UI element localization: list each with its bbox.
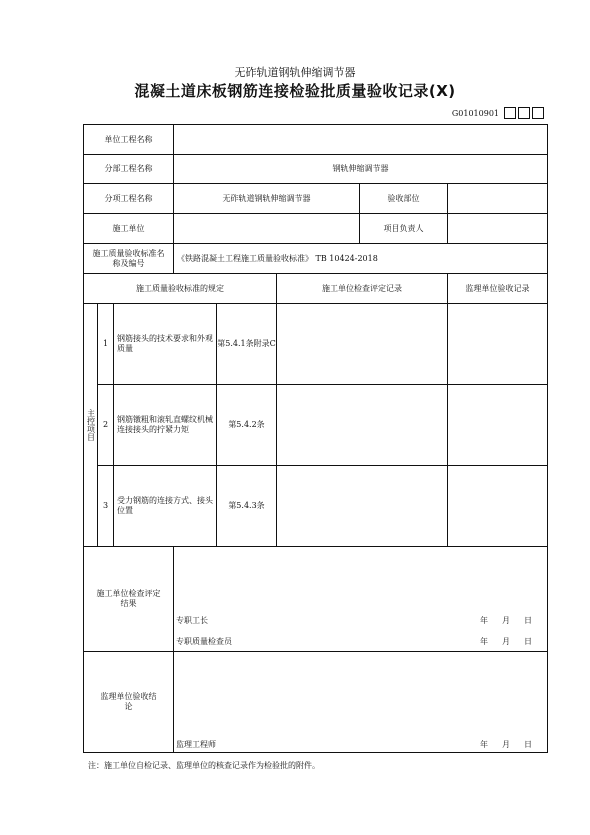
acceptance-record-table [83, 124, 548, 753]
item-number: 2 [98, 385, 114, 466]
form-code [452, 107, 544, 119]
item-clause: 第5.4.2条 [217, 385, 277, 466]
division-value[interactable]: 钢轨伸缩调节器 [174, 155, 547, 184]
item-construction-record[interactable] [277, 304, 448, 385]
engineer-label: 监理工程师 [176, 740, 216, 749]
standard-label: 施工质量验收标准名称及编号 [84, 244, 174, 274]
item-requirement: 受力钢筋的连接方式、接头位置 [114, 466, 217, 547]
division-label: 分部工程名称 [84, 155, 174, 184]
foreman-date [480, 615, 532, 626]
project-manager-value[interactable] [448, 214, 547, 244]
code-box-1[interactable] [504, 107, 516, 119]
item-requirement: 钢筋接头的技术要求和外观质量 [114, 304, 217, 385]
construction-result-label: 施工单位检查评定结果 [84, 547, 174, 652]
engineer-date [480, 739, 532, 750]
construction-unit-label: 施工单位 [84, 214, 174, 244]
form-subtitle: 无砟轨道钢轨伸缩调节器 [234, 66, 356, 79]
month-label: 月 [502, 740, 510, 749]
year-label: 年 [480, 740, 488, 749]
main-items-group-text: 主控项目 [86, 409, 96, 441]
supervision-result-label: 监理单位验收结论 [84, 652, 174, 752]
item-supervision-record[interactable] [448, 385, 547, 466]
subdivision-value[interactable]: 无砟轨道钢轨伸缩调节器 [174, 184, 360, 214]
construction-record-header: 施工单位检查评定记录 [277, 274, 448, 304]
acceptance-part-value[interactable] [448, 184, 547, 214]
year-label: 年 [480, 616, 488, 625]
standard-value: 《铁路混凝土工程施工质量验收标准》 TB 10424-2018 [174, 244, 547, 274]
item-supervision-record[interactable] [448, 304, 547, 385]
item-construction-record[interactable] [277, 385, 448, 466]
item-number: 3 [98, 466, 114, 547]
code-box-2[interactable] [518, 107, 530, 119]
supervision-result-area[interactable] [174, 652, 547, 752]
subdivision-label: 分项工程名称 [84, 184, 174, 214]
supervision-record-header: 监理单位验收记录 [448, 274, 547, 304]
unit-project-label: 单位工程名称 [84, 125, 174, 155]
month-label: 月 [502, 637, 510, 646]
item-clause: 第5.4.1条附录C [217, 304, 277, 385]
code-box-3[interactable] [532, 107, 544, 119]
form-title: 混凝土道床板钢筋连接检验批质量验收记录(Ⅹ) [134, 82, 456, 100]
construction-unit-value[interactable] [174, 214, 360, 244]
item-requirement: 钢筋镦粗和滚轧直螺纹机械连接接头的拧紧力矩 [114, 385, 217, 466]
month-label: 月 [502, 616, 510, 625]
main-items-group-label [84, 304, 98, 547]
spec-column-header: 施工质量验收标准的规定 [84, 274, 277, 304]
foreman-label: 专职工长 [176, 616, 208, 625]
item-supervision-record[interactable] [448, 466, 547, 547]
year-label: 年 [480, 637, 488, 646]
form-code-text: G01010901 [451, 108, 499, 118]
item-clause: 第5.4.3条 [217, 466, 277, 547]
inspector-date [480, 636, 532, 647]
day-label: 日 [524, 616, 532, 625]
day-label: 日 [524, 740, 532, 749]
inspector-label: 专职质量检查员 [176, 637, 232, 646]
project-manager-label: 项目负责人 [360, 214, 448, 244]
item-construction-record[interactable] [277, 466, 448, 547]
footnote: 注：施工单位自检记录、监理单位的核查记录作为检验批的附件。 [88, 761, 320, 770]
item-number: 1 [98, 304, 114, 385]
unit-project-value[interactable] [174, 125, 547, 155]
acceptance-part-label: 验收部位 [360, 184, 448, 214]
day-label: 日 [524, 637, 532, 646]
